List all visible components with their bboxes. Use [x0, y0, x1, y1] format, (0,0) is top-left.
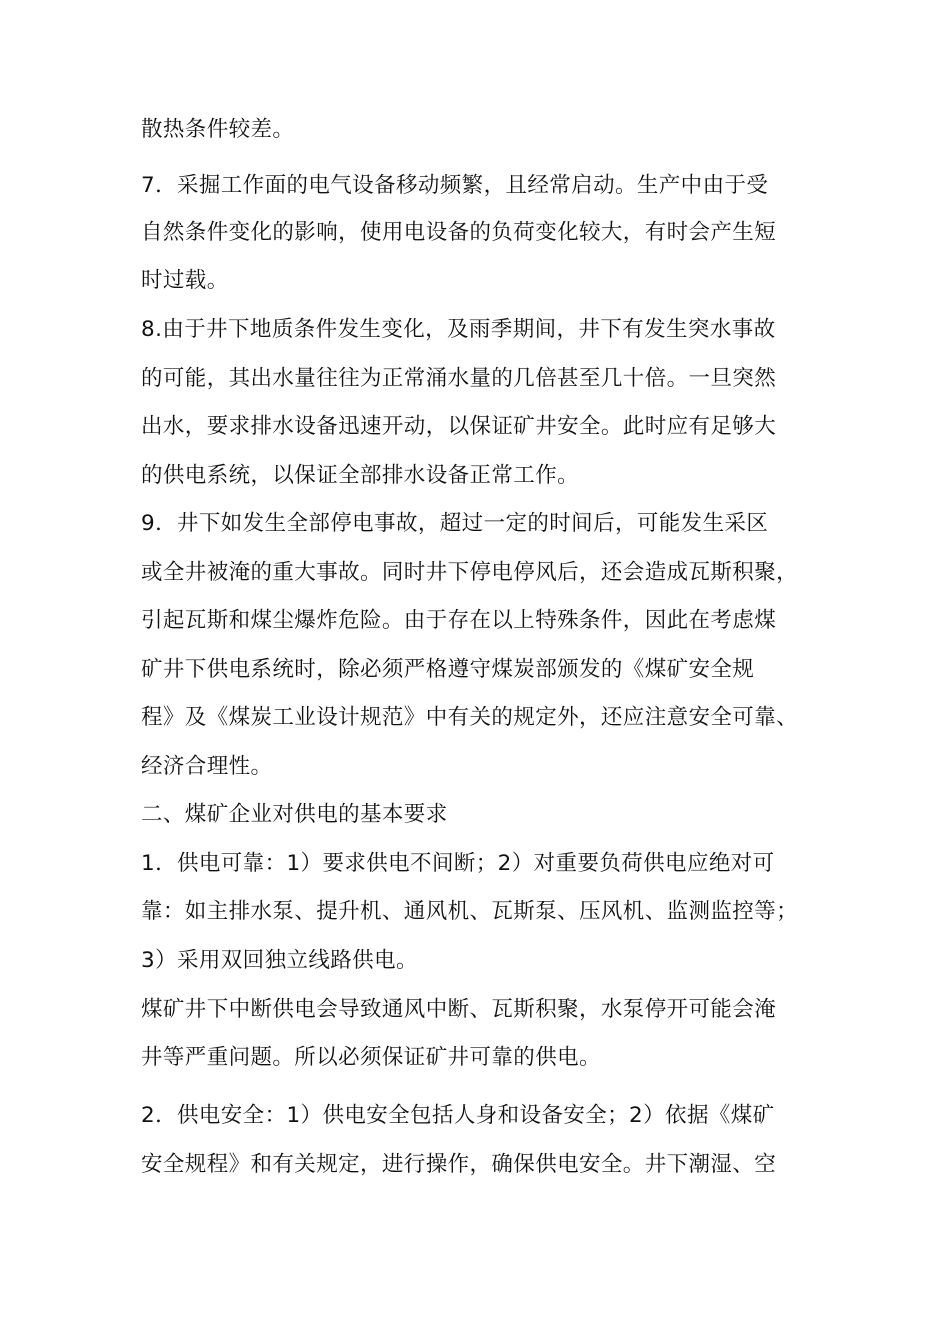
text-line: 出水，要求排水设备迅速开动，以保证矿井安全。此时应有足够大 — [141, 414, 777, 439]
text-line: 靠：如主排水泵、提升机、通风机、瓦斯泵、压风机、监测监控等； — [141, 899, 799, 924]
text-line: 时过载。 — [141, 268, 229, 293]
text-line: 煤矿井下中断供电会导致通风中断、瓦斯积聚，水泵停开可能会淹 — [141, 997, 777, 1022]
text-line: 经济合理性。 — [141, 754, 273, 779]
text-line: 1．供电可靠：1）要求供电不间断；2）对重要负荷供电应绝对可 — [141, 851, 775, 876]
text-line: 7．采掘工作面的电气设备移动频繁，且经常启动。生产中由于受 — [141, 173, 769, 198]
text-line: 2．供电安全：1）供电安全包括人身和设备安全；2）依据《煤矿 — [141, 1103, 775, 1128]
text-line: 散热条件较差。 — [141, 117, 295, 142]
section-heading: 二、煤矿企业对供电的基本要求 — [141, 802, 448, 827]
text-line: 自然条件变化的影响，使用电设备的负荷变化较大，有时会产生短 — [141, 220, 777, 245]
text-line: 8.由于井下地质条件发生变化，及雨季期间，井下有发生突水事故 — [141, 317, 776, 342]
text-line: 9．井下如发生全部停电事故，超过一定的时间后，可能发生采区 — [141, 511, 769, 536]
text-line: 或全井被淹的重大事故。同时井下停电停风后，还会造成瓦斯积聚， — [141, 560, 799, 585]
text-line: 的供电系统，以保证全部排水设备正常工作。 — [141, 463, 580, 488]
text-line: 3）采用双回独立线路供电。 — [141, 948, 418, 973]
text-line: 井等严重问题。所以必须保证矿井可靠的供电。 — [141, 1045, 601, 1070]
text-line: 程》及《煤炭工业设计规范》中有关的规定外，还应注意安全可靠、 — [141, 705, 799, 730]
text-line: 的可能，其出水量往往为正常涌水量的几倍甚至几十倍。一旦突然 — [141, 366, 777, 391]
text-line: 矿井下供电系统时，除必须严格遵守煤炭部颁发的《煤矿安全规 — [141, 657, 755, 682]
text-line: 引起瓦斯和煤尘爆炸危险。由于存在以上特殊条件，因此在考虑煤 — [141, 608, 777, 633]
text-line: 安全规程》和有关规定，进行操作，确保供电安全。井下潮湿、空 — [141, 1152, 777, 1177]
